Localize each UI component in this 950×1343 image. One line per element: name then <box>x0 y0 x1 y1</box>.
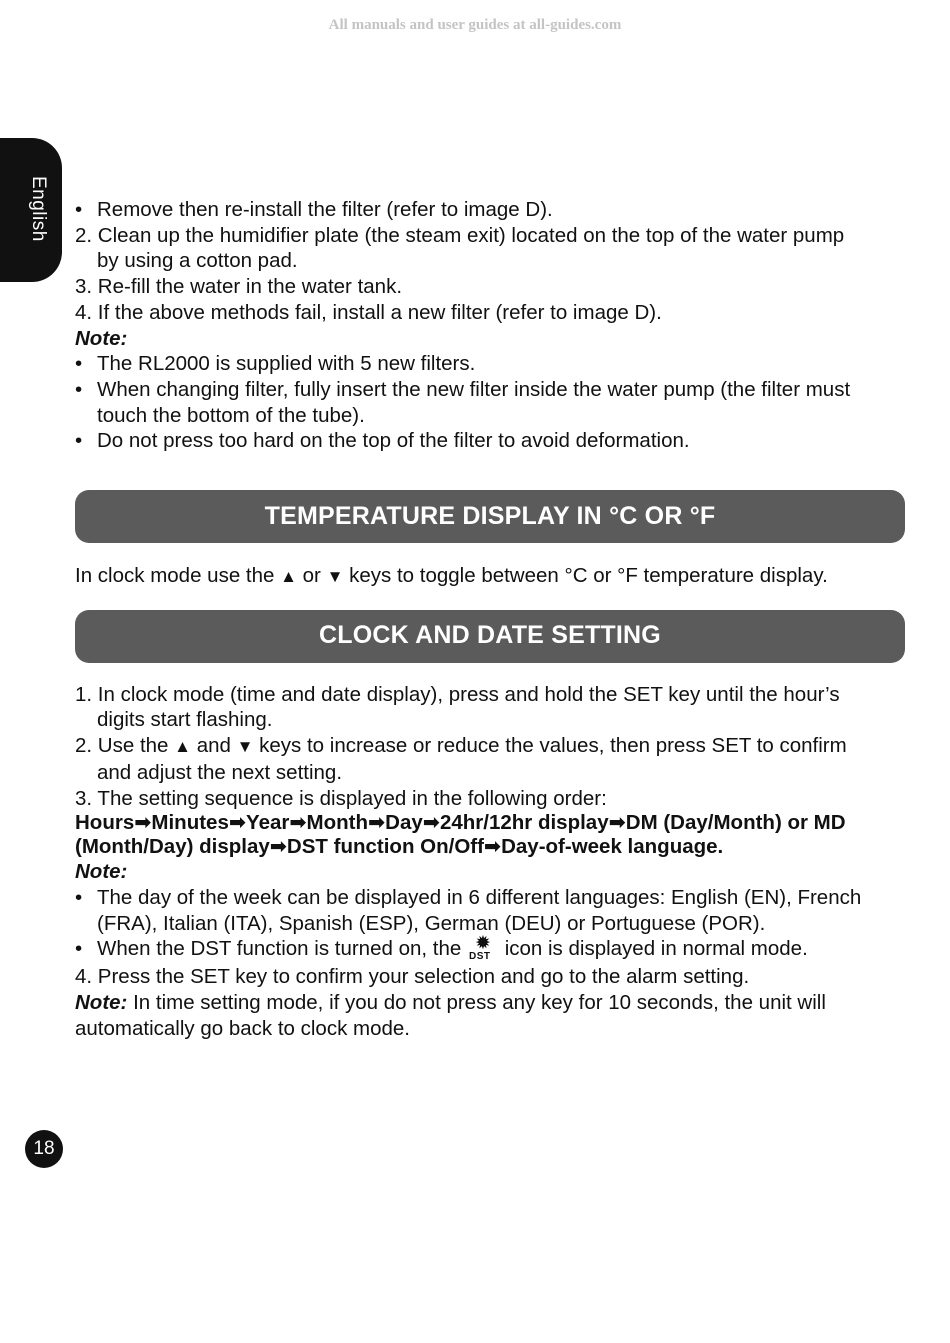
list-item <box>75 428 905 454</box>
intro-step-4: 4. If the above methods fail, install a new filter (refer to image D). <box>75 300 662 324</box>
page-number <box>25 1130 63 1168</box>
list-item <box>75 197 905 223</box>
bullet-mark: • <box>75 885 83 909</box>
final-note <box>75 990 905 1016</box>
clock-heading-text: CLOCK AND DATE SETTING <box>319 621 661 650</box>
setting-sequence: Hours➡Minutes➡Year➡Month➡Day➡24hr/12hr display➡DM (Day/Month) or MD (Month/Day) display➡DST function On/Off➡Day-of-week language. <box>75 811 846 859</box>
dst-icon-label: DST <box>468 951 491 963</box>
temperature-text-pre: In clock mode use the <box>75 564 275 588</box>
clock-section-heading <box>75 610 905 663</box>
clock-note-1-cont: (FRA), Italian (ITA), Spanish (ESP), German (DEU) or Portuguese (POR). <box>97 911 766 935</box>
up-arrow-icon: ▲ <box>174 737 191 757</box>
intro-note-1: The RL2000 is supplied with 5 new filters. <box>97 352 476 376</box>
note-label: Note: <box>75 860 128 884</box>
temperature-heading-text: TEMPERATURE DISPLAY IN °C OR °F <box>264 501 716 530</box>
temperature-text-or: or <box>302 564 321 588</box>
watermark-text: All manuals and user guides at all-guides.com <box>328 17 622 33</box>
intro-step-2: 2. Clean up the humidifier plate (the steam exit) located on the top of the water pump <box>75 223 845 247</box>
clock-note-1: The day of the week can be displayed in 6 different languages: English (EN), French <box>97 885 862 909</box>
clock-step-2-pre: 2. Use the <box>75 734 169 758</box>
intro-step-2-cont: by using a cotton pad. <box>97 249 298 273</box>
temperature-section-heading <box>75 490 905 543</box>
intro-bullet-1: Remove then re-install the filter (refer to image D). <box>97 198 553 221</box>
page-number-text: 18 <box>33 1138 55 1159</box>
clock-step-1: 1. In clock mode (time and date display), press and hold the SET key until the hour’s <box>75 682 840 706</box>
final-note-text: In time setting mode, if you do not press any key for 10 seconds, the unit will <box>133 991 826 1015</box>
bullet-mark: • <box>75 352 83 376</box>
bullet-mark: • <box>75 429 83 453</box>
clock-note-2-pre: When the DST function is turned on, the <box>97 937 462 961</box>
clock-step-1-cont: digits start flashing. <box>97 708 273 732</box>
clock-step-2 <box>75 733 905 760</box>
note-label: Note: <box>75 326 128 350</box>
bullet-mark: • <box>75 377 83 401</box>
temperature-instruction <box>75 563 905 590</box>
dst-sun-icon <box>467 933 499 964</box>
intro-note-2: When changing filter, fully insert the new filter inside the water pump (the filter must <box>97 377 851 401</box>
page-content <box>75 197 905 1041</box>
clock-step-2-and: and <box>196 734 231 758</box>
sun-icon: ✹ <box>474 933 491 955</box>
list-item <box>75 933 905 964</box>
list-item <box>75 351 905 377</box>
clock-step-2-post: keys to increase or reduce the values, then press SET to confirm <box>259 734 847 758</box>
temperature-text-post: keys to toggle between °C or °F temperature display. <box>349 564 828 588</box>
list-item <box>75 377 905 403</box>
bullet-mark: • <box>75 198 83 221</box>
intro-note-3: Do not press too hard on the top of the filter to avoid deformation. <box>97 429 690 453</box>
down-arrow-icon: ▼ <box>236 737 254 757</box>
down-arrow-icon: ▼ <box>326 567 344 587</box>
bullet-mark: • <box>75 937 83 961</box>
final-note-label: Note: <box>75 991 128 1015</box>
clock-step-4: 4. Press the SET key to confirm your selection and go to the alarm setting. <box>75 965 750 989</box>
final-note-cont: automatically go back to clock mode. <box>75 1016 410 1040</box>
list-item <box>75 885 905 911</box>
language-tab-label: English <box>28 176 49 242</box>
clock-note-2-post: icon is displayed in normal mode. <box>504 937 808 961</box>
intro-note-2-cont: touch the bottom of the tube). <box>97 403 365 427</box>
up-arrow-icon: ▲ <box>280 567 297 587</box>
intro-step-3: 3. Re-fill the water in the water tank. <box>75 275 403 299</box>
clock-step-2-cont: and adjust the next setting. <box>97 760 343 784</box>
clock-step-3: 3. The setting sequence is displayed in the following order: <box>75 786 607 810</box>
